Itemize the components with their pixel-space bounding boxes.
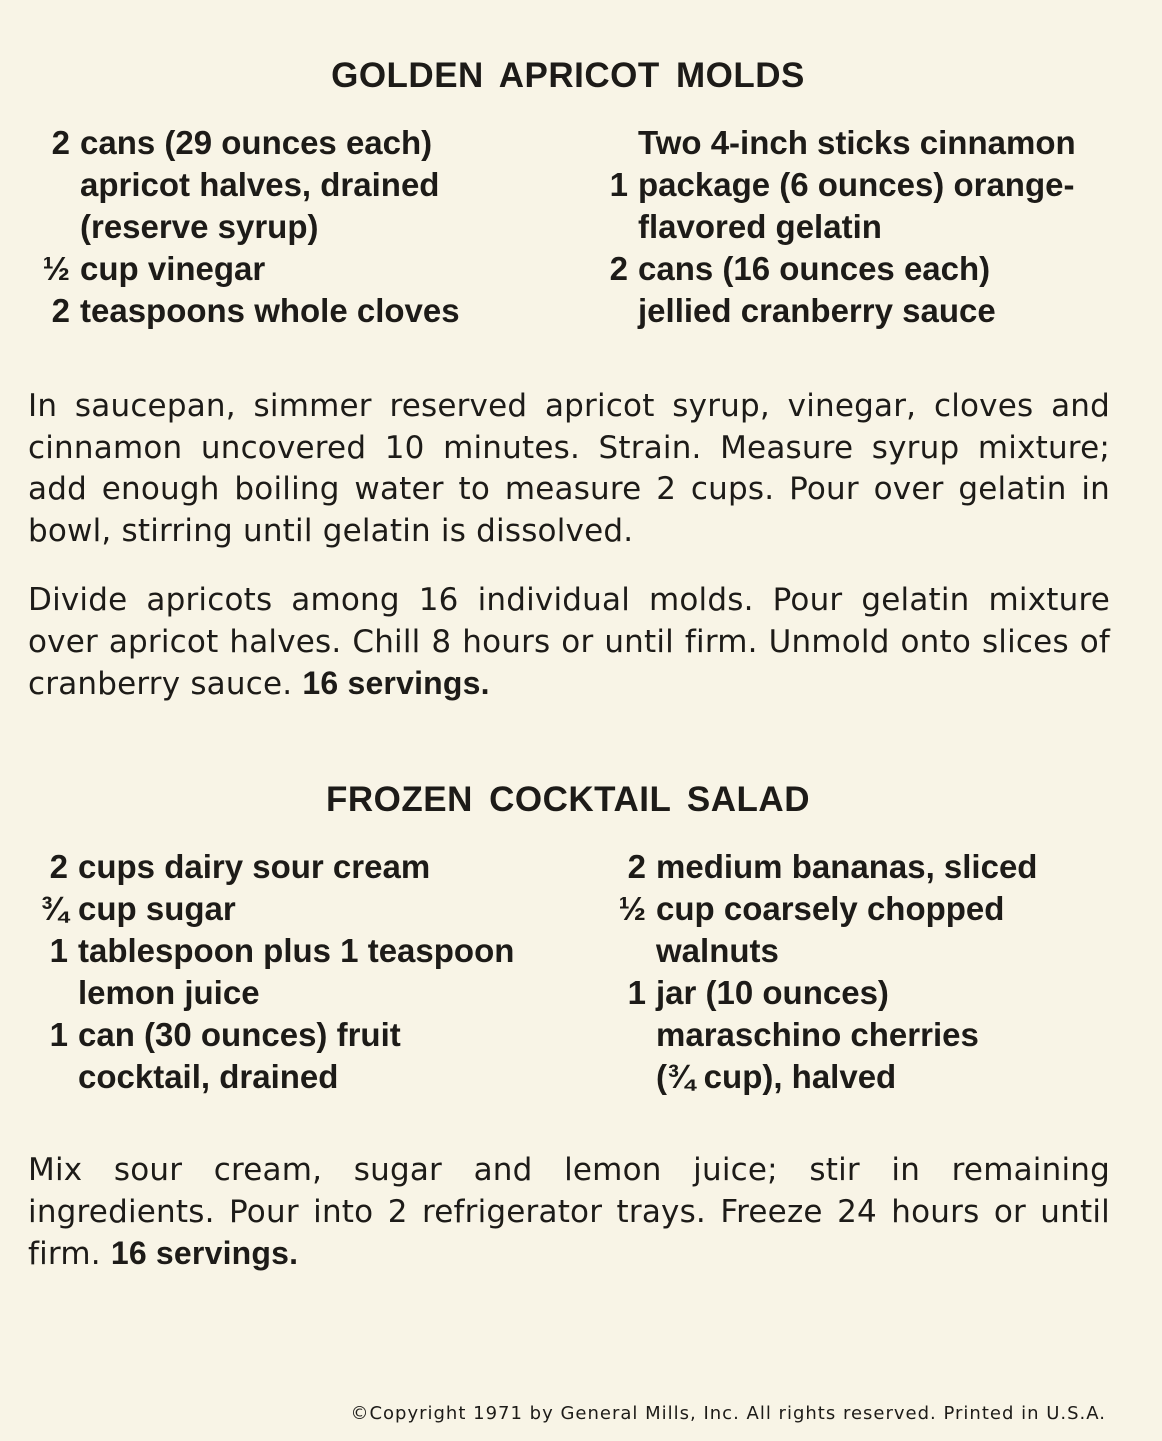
ingredients-left-column — [32, 846, 514, 1098]
ingredient-qty: 1 — [49, 1016, 68, 1053]
directions-text: Divide apricots among 16 individual molds. Pour gelatin mixture over apricot halves. Chill 8 hours or until firm. Unmold onto slices of cranberry sauce. — [28, 582, 1110, 702]
ingredient-qty: 2 — [609, 250, 628, 287]
ingredient-line: medium bananas, sliced — [656, 848, 1038, 885]
ingredient-item — [34, 122, 460, 248]
ingredient-item — [34, 248, 460, 290]
ingredient-line: Two 4-inch sticks cinnamon — [638, 124, 1076, 161]
ingredient-qty: 1 — [49, 932, 68, 969]
ingredient-line: cans (29 ounces each) — [80, 124, 433, 161]
ingredient-line: (¾ cup), halved — [656, 1058, 897, 1095]
ingredients-block — [0, 122, 1162, 352]
ingredient-item — [592, 164, 1076, 248]
servings-count: 16 servings. — [302, 665, 490, 701]
ingredients-right-column — [610, 846, 1037, 1098]
ingredient-item — [610, 888, 1037, 972]
ingredient-line: cups dairy sour cream — [78, 848, 431, 885]
ingredient-qty: ¾ — [40, 890, 68, 927]
ingredient-line: tablespoon plus 1 teaspoon — [78, 932, 515, 969]
ingredient-line: jar (10 ounces) — [656, 974, 889, 1011]
ingredient-line: cans (16 ounces each) — [638, 250, 991, 287]
copyright-notice: ©Copyright 1971 by General Mills, Inc. All rights reserved. Printed in U.S.A. — [350, 1403, 1106, 1424]
servings-count: 16 servings. — [110, 1235, 299, 1271]
ingredient-line: cup sugar — [78, 890, 236, 927]
ingredient-item — [32, 846, 514, 888]
ingredient-item — [34, 290, 460, 332]
ingredient-line: package (6 ounces) orange- — [638, 166, 1075, 203]
ingredient-line: lemon juice — [78, 974, 260, 1011]
ingredient-item — [592, 122, 1076, 164]
ingredient-item — [610, 846, 1037, 888]
ingredient-item — [32, 930, 514, 1014]
ingredient-line: cocktail, drained — [78, 1058, 339, 1095]
ingredient-line: (reserve syrup) — [80, 208, 319, 245]
ingredient-line: apricot halves, drained — [80, 166, 440, 203]
recipe-title: FROZEN COCKTAIL SALAD — [326, 780, 810, 819]
ingredient-qty: 2 — [51, 124, 70, 161]
ingredient-qty — [592, 122, 638, 164]
ingredient-line: teaspoons whole cloves — [80, 292, 460, 329]
ingredient-qty: 2 — [49, 848, 68, 885]
ingredient-item — [610, 972, 1037, 1098]
ingredient-line: cup coarsely chopped — [656, 890, 1005, 927]
recipe-title: GOLDEN APRICOT MOLDS — [331, 56, 805, 95]
directions-paragraph — [28, 580, 1110, 706]
directions-paragraph — [28, 386, 1110, 552]
ingredient-qty: ½ — [618, 890, 646, 927]
ingredients-block — [0, 846, 1162, 1106]
ingredient-qty: 1 — [627, 974, 646, 1011]
ingredient-item — [592, 248, 1076, 332]
directions-text: In saucepan, simmer reserved apricot syrup, vinegar, cloves and cinnamon uncovered 10 minutes. Strain. Measure syrup mixture; add enough boiling water to measure 2 cups. Pour over gelatin in bowl, stirring until gelatin is dissolved. — [28, 388, 1110, 549]
ingredient-line: jellied cranberry sauce — [638, 292, 996, 329]
ingredient-line: cup vinegar — [80, 250, 266, 287]
ingredients-left-column — [34, 122, 460, 332]
directions-paragraph — [28, 1150, 1110, 1276]
ingredient-line: walnuts — [656, 932, 779, 969]
ingredient-line: flavored gelatin — [638, 208, 882, 245]
ingredient-item — [32, 888, 514, 930]
directions-text: Mix sour cream, sugar and lemon juice; stir in remaining ingredients. Pour into 2 refrigerator trays. Freeze 24 hours or until firm. — [28, 1152, 1110, 1272]
ingredient-qty: ½ — [42, 250, 70, 287]
ingredient-qty: 2 — [51, 292, 70, 329]
ingredient-line: maraschino cherries — [656, 1016, 979, 1053]
ingredient-line: can (30 ounces) fruit — [78, 1016, 401, 1053]
ingredient-qty: 2 — [627, 848, 646, 885]
ingredient-qty: 1 — [609, 166, 628, 203]
ingredient-item — [32, 1014, 514, 1098]
ingredients-right-column — [592, 122, 1076, 332]
